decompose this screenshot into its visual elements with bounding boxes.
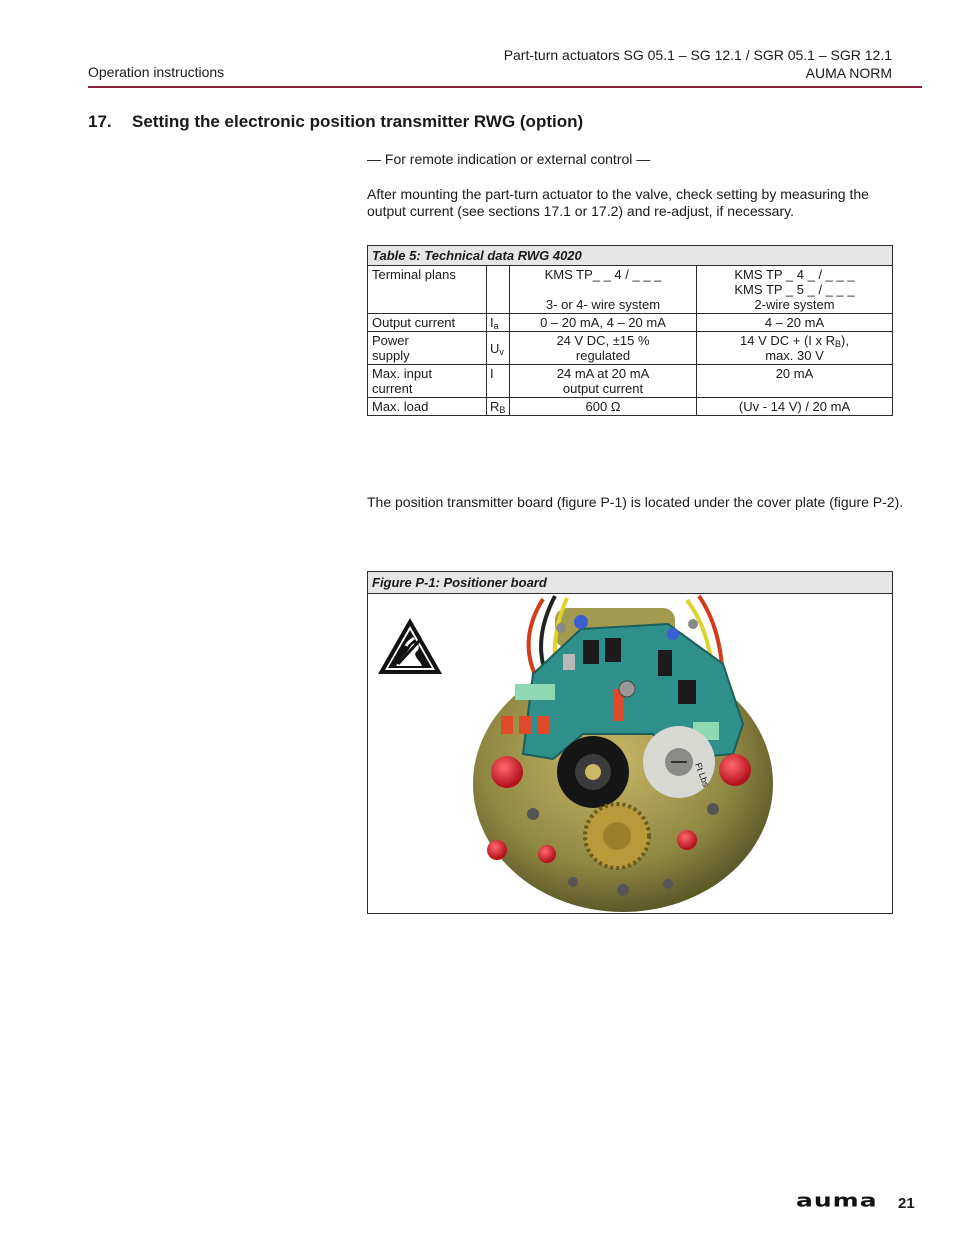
cell-2-wire: (Uv - 14 V) / 20 mA	[697, 398, 893, 416]
cell-line: KMS TP_ _ 4 / _ _ _	[544, 267, 662, 282]
technical-data-table	[367, 245, 893, 416]
cell-2-wire	[697, 332, 893, 365]
cell-text: 14 V DC + (I x R	[740, 333, 836, 348]
cell-line: output current	[562, 381, 644, 396]
esd-warning-icon	[376, 616, 444, 676]
document-title	[504, 46, 892, 82]
cell-line: Max. input	[372, 366, 432, 381]
positioner-board-image	[463, 594, 783, 912]
table-caption: Table 5: Technical data RWG 4020	[368, 246, 893, 266]
cell-line: max. 30 V	[765, 348, 824, 363]
table-row	[368, 398, 893, 416]
cell-line: 24 mA at 20 mA	[556, 366, 650, 381]
section-number: 17.	[88, 112, 112, 131]
intro-text: — For remote indication or external control —	[367, 151, 651, 167]
cell-line: KMS TP _ 4 _ / _ _ _	[734, 267, 855, 282]
cell-line: supply	[372, 348, 410, 363]
symbol-text: U	[490, 340, 500, 356]
cell-3-4-wire: 600 Ω	[510, 398, 697, 416]
document-type: Operation instructions	[88, 64, 225, 80]
cell-line: Power	[372, 333, 409, 348]
cell-3-4-wire	[510, 332, 697, 365]
table-row	[368, 332, 893, 365]
document-title-line1: Part-turn actuators SG 05.1 – SG 12.1 / SGR 05.1 – SGR 12.1	[503, 47, 892, 63]
table-row	[368, 314, 893, 332]
cell-2-wire: 20 mA	[697, 365, 893, 398]
row-symbol: I	[487, 365, 510, 398]
cell-line: regulated	[575, 348, 631, 363]
figure-frame	[367, 571, 893, 914]
row-symbol	[487, 266, 510, 314]
location-paragraph: The position transmitter board (figure P-1) is located under the cover plate (figure P-2).	[367, 494, 904, 510]
row-symbol	[487, 398, 510, 416]
header-rule	[88, 86, 922, 88]
symbol-subscript: a	[493, 321, 499, 331]
section-heading	[88, 112, 583, 132]
cell-line: 24 V DC, ±15 %	[556, 333, 650, 348]
table-row	[368, 266, 893, 314]
cell-line: 2-wire system	[754, 297, 835, 312]
auma-logo: auma	[796, 1190, 878, 1211]
cell-3-4-wire	[510, 266, 697, 314]
row-symbol	[487, 314, 510, 332]
cell-line	[701, 333, 888, 348]
figure-caption: Figure P-1: Positioner board	[368, 572, 892, 594]
cell-3-4-wire: 0 – 20 mA, 4 – 20 mA	[510, 314, 697, 332]
cell-line: KMS TP _ 5 _ / _ _ _	[734, 282, 855, 297]
page-number: 21	[898, 1195, 915, 1212]
cell-text: ),	[841, 333, 849, 348]
cell-line: 3- or 4- wire system	[545, 297, 661, 312]
row-label: Terminal plans	[368, 266, 487, 314]
symbol-subscript: v	[499, 346, 504, 357]
row-label	[368, 365, 487, 398]
row-label: Output current	[368, 314, 487, 332]
cell-2-wire	[697, 266, 893, 314]
row-symbol	[487, 332, 510, 365]
mounting-paragraph: After mounting the part-turn actuator to the valve, check setting by measuring the output current (see sections 17.1 or 17.2) and re-adjust, if necessary.	[367, 186, 869, 219]
document-title-line2: AUMA NORM	[805, 65, 892, 81]
row-label	[368, 332, 487, 365]
cell-line: current	[372, 381, 413, 396]
table-caption-row	[368, 246, 893, 266]
pot-label: Ft Lbs	[693, 761, 712, 789]
cell-2-wire: 4 – 20 mA	[697, 314, 893, 332]
cell-subscript: B	[835, 339, 842, 349]
symbol-subscript: B	[499, 405, 506, 415]
symbol-text: I	[490, 315, 494, 330]
row-label: Max. load	[368, 398, 487, 416]
cell-3-4-wire	[510, 365, 697, 398]
symbol-text: R	[490, 399, 500, 414]
section-title: Setting the electronic position transmitter RWG (option)	[132, 112, 584, 131]
table-row	[368, 365, 893, 398]
